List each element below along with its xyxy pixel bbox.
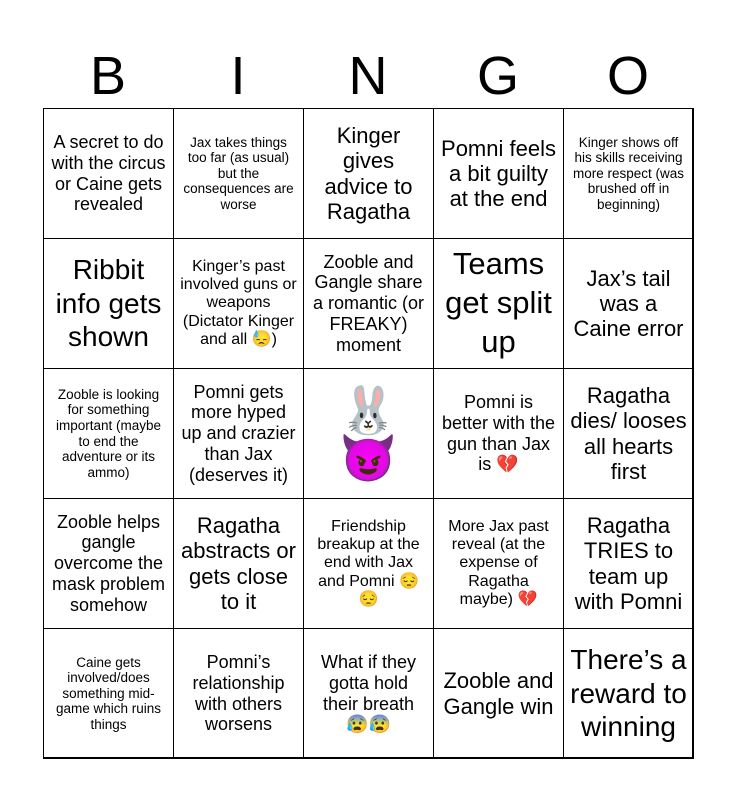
header-letter-o: O: [606, 46, 649, 106]
bingo-cell-1-2[interactable]: Jax takes things too far (as usual) but the consequences are worse: [173, 108, 304, 239]
bingo-cell-1-3[interactable]: Kinger gives advice to Ragatha: [303, 108, 434, 239]
bingo-cell-2-1[interactable]: Ribbit info gets shown: [43, 238, 174, 369]
bingo-cell-4-2[interactable]: Ragatha abstracts or gets close to it: [173, 498, 304, 629]
bingo-cell-2-3[interactable]: Zooble and Gangle share a romantic (or FREAKY) moment: [303, 238, 434, 369]
bingo-cell-3-5[interactable]: Ragatha dies/ looses all hearts first: [563, 368, 694, 499]
bingo-cell-5-5[interactable]: There’s a reward to winning: [563, 628, 694, 759]
bingo-cell-5-1[interactable]: Caine gets involved/does something mid-game which ruins things: [43, 628, 174, 759]
bingo-header: [43, 44, 693, 108]
bingo-cell-4-5[interactable]: Ragatha TRIES to team up with Pomni: [563, 498, 694, 629]
bingo-cell-5-4[interactable]: Zooble and Gangle win: [433, 628, 564, 759]
bingo-cell-1-4[interactable]: Pomni feels a bit guilty at the end: [433, 108, 564, 239]
bingo-cell-3-2[interactable]: Pomni gets more hyped up and crazier than Jax (deserves it): [173, 368, 304, 499]
bingo-cell-4-3[interactable]: Friendship breakup at the end with Jax and Pomni 😔😔: [303, 498, 434, 629]
header-letter-b: B: [89, 46, 127, 106]
bingo-cell-4-4[interactable]: More Jax past reveal (at the expense of Ragatha maybe) 💔: [433, 498, 564, 629]
header-letter-i: I: [230, 46, 246, 106]
bingo-board: [43, 108, 693, 758]
bingo-cell-5-3[interactable]: What if they gotta hold their breath 😰😰: [303, 628, 434, 759]
rabbit-face-icon: 🐰: [339, 383, 398, 436]
bingo-cell-2-2[interactable]: Kinger’s past involved guns or weapons (Dictator Kinger and all 😓): [173, 238, 304, 369]
header-letter-g: G: [476, 46, 519, 106]
bingo-cell-4-1[interactable]: Zooble helps gangle overcome the mask problem somehow: [43, 498, 174, 629]
smiling-devil-icon: 😈: [339, 431, 398, 484]
bingo-cell-3-1[interactable]: Zooble is looking for something important (maybe to end the adventure or its ammo): [43, 368, 174, 499]
bingo-cell-1-5[interactable]: Kinger shows off his skills receiving more respect (was brushed off in beginning): [563, 108, 694, 239]
bingo-cell-5-2[interactable]: Pomni’s relationship with others worsens: [173, 628, 304, 759]
bingo-cell-1-1[interactable]: A secret to do with the circus or Caine gets revealed: [43, 108, 174, 239]
bingo-cell-2-5[interactable]: Jax’s tail was a Caine error: [563, 238, 694, 369]
bingo-cell-2-4[interactable]: Teams get split up: [433, 238, 564, 369]
bingo-cell-3-4[interactable]: Pomni is better with the gun than Jax is 💔: [433, 368, 564, 499]
header-letter-n: N: [348, 46, 388, 106]
free-space-cell[interactable]: [303, 368, 434, 499]
